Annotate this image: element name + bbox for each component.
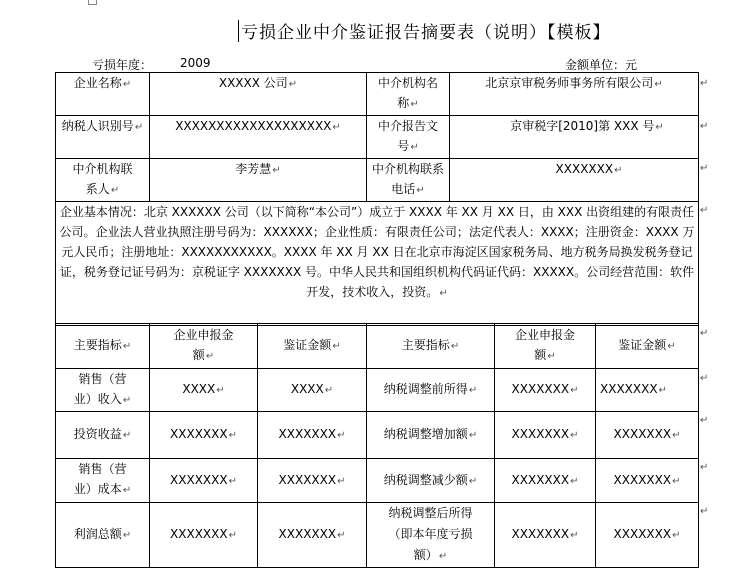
info-row-taxpayer [56,116,699,159]
company-name-value: XXXXX 公司 [218,76,288,90]
info-row-description [56,202,699,326]
header-verified-1-text: 鉴证金额 [283,338,332,352]
row-end-mark: ↵ [700,415,709,426]
row-end-mark: ↵ [700,121,709,132]
indicators-table [55,323,699,568]
phone-label: 中介机构联系电话 [371,162,444,196]
indicator-name-cell: 投资收益↵ [56,412,150,459]
indicator-name-cell: 纳税调整后所得（即本年度亏损额）↵ [367,503,495,568]
row-end-mark: ↵ [700,205,709,216]
header-indicator-1: 主要指标↵ [56,324,150,369]
document-title [238,18,611,43]
declared-amount: XXXX [182,382,216,396]
declared-amount-cell: XXXXXXX↵ [495,412,596,459]
agency-value: 北京京审税务师事务所有限公司 [485,76,654,90]
indicator-name: 销售（营业）成本 [73,462,127,496]
report-no-label-cell: 中介报告文号↵ [367,116,450,159]
declared-amount-cell: XXXX↵ [150,369,258,412]
indicators-header-row [56,324,699,369]
indicator-name-cell: 纳税调整减少额↵ [367,459,495,503]
taxpayer-id-value: XXXXXXXXXXXXXXXXXXX [175,119,332,133]
verified-amount: XXXXXXX [613,427,672,441]
taxpayer-id-value-cell: XXXXXXXXXXXXXXXXXXX↵ [150,116,367,159]
company-name-value-cell: XXXXX 公司↵ [150,73,367,116]
header-indicator-2-text: 主要指标 [401,338,450,352]
info-row-company [56,73,699,116]
header-declared-1: 企业申报金额↵ [150,324,258,369]
row-end-mark: ↵ [700,373,709,384]
document-title-text: 亏损企业中介鉴证报告摘要表（说明）【模板】 [241,23,611,43]
company-name-label: 企业名称 [73,76,122,90]
declared-amount-cell: XXXXXXX↵ [150,503,258,568]
contact-value: 李芳慧 [235,162,272,176]
header-verified-2-text: 鉴证金额 [618,338,667,352]
declared-amount-cell: XXXXXXX↵ [495,503,596,568]
header-verified-1: 鉴证金额↵ [258,324,367,369]
header-verified-2: 鉴证金额↵ [596,324,699,369]
header-declared-2-text: 企业申报金额 [514,328,575,362]
row-end-mark: ↵ [700,328,709,339]
verified-amount: XXXXXXX [278,527,337,541]
margin-corner-mark [88,0,97,5]
verified-amount-cell: XXXXXXX↵ [258,412,367,459]
declared-amount-cell: XXXXXXX↵ [150,459,258,503]
report-no-value-cell: 京审税字[2010]第 XXX 号↵ [450,116,699,159]
declared-amount: XXXXXXX [511,382,570,396]
loss-year-value: 2009 [180,56,211,70]
declared-amount-cell: XXXXXXX↵ [495,369,596,412]
row-end-mark: ↵ [700,506,709,517]
indicator-name: 纳税调整增加额 [383,427,468,441]
info-row-contact [56,159,699,202]
contact-label: 中介机构联系人 [72,162,133,196]
verified-amount-cell: XXXXXXX↵ [596,459,699,503]
loss-year-label: 亏损年度： [92,58,153,72]
row-end-mark: ↵ [700,462,709,473]
company-name-label-cell: 企业名称↵ [56,73,150,116]
verified-amount: XXXXXXX [278,472,337,487]
indicator-row [56,412,699,459]
contact-value-cell: 李芳慧↵ [150,159,367,202]
header-declared-1-text: 企业申报金额 [173,328,234,362]
verified-amount-cell: XXXX↵ [258,369,367,412]
header-indicator-2: 主要指标↵ [367,324,495,369]
declared-amount-cell: XXXXXXX↵ [150,412,258,459]
contact-label-cell: 中介机构联系人↵ [56,159,150,202]
verified-amount: XXXX [290,382,324,396]
taxpayer-id-label-cell: 纳税人识别号↵ [56,116,150,159]
verified-amount: XXXXXXX [613,527,672,541]
verified-amount-cell: XXXXXXX↵ [258,459,367,503]
indicator-name: 纳税调整前所得 [383,382,468,396]
indicator-row [56,459,699,503]
indicator-name: 利润总额 [73,527,122,541]
verified-amount-cell: XXXXXXX↵ [596,369,699,412]
verified-amount: XXXXXXX [613,472,672,487]
report-no-label: 中介报告文号 [377,119,438,153]
indicator-name: 纳税调整减少额 [383,472,468,487]
declared-amount-cell: XXXXXXX↵ [495,459,596,503]
indicator-name: 销售（营业）收入 [73,372,127,406]
declared-amount: XXXXXXX [170,527,228,541]
company-description-cell: 企业基本情况：北京 XXXXXX 公司（以下简称“本公司”）成立于 XXXX 年 XX 月 XX 日，由 XXX 出资组建的有限责任公司。企业法人营业执照注册号码为：XXXXXX；企业性质：有限责任公司；法定代表人：XXXX；注册资金：XXXX 万元人民币；注册地址：XXXXXXXXXXX。XXXX 年 XX 月 XX 日在北京市海淀区国家税务局、地方税务局换发税务登记证，税务登记证号码为：京税证字 XXXXXXX 号。中华人民共和国组织机构代码证代码：XXXXX。公司经营范围：软件开发，技术收入，投资。↵ [56,202,699,326]
company-info-table [55,72,699,326]
report-no-value: 京审税字[2010]第 XXX 号 [510,119,655,133]
agency-value-cell: 北京京审税务师事务所有限公司↵ [450,73,699,116]
phone-value: XXXXXXX [555,162,614,176]
verified-amount: XXXXXXX [600,382,658,396]
indicator-name-cell: 纳税调整前所得↵ [367,369,495,412]
text-cursor [238,20,239,42]
indicator-name: 纳税调整后所得（即本年度亏损额） [388,506,473,562]
indicator-row [56,503,699,568]
row-end-mark: ↵ [700,78,709,89]
indicator-name: 投资收益 [73,427,122,441]
header-indicator-1-text: 主要指标 [73,338,122,352]
header-declared-2: 企业申报金额↵ [495,324,596,369]
declared-amount: XXXXXXX [511,527,570,541]
verified-amount-cell: XXXXXXX↵ [596,503,699,568]
phone-label-cell: 中介机构联系电话↵ [367,159,450,202]
verified-amount-cell: XXXXXXX↵ [596,412,699,459]
indicator-name-cell: 销售（营业）收入↵ [56,369,150,412]
taxpayer-id-label: 纳税人识别号 [61,119,134,133]
declared-amount: XXXXXXX [511,427,570,441]
indicator-name-cell: 纳税调整增加额↵ [367,412,495,459]
verified-amount: XXXXXXX [278,427,337,441]
declared-amount: XXXXXXX [511,472,570,487]
agency-label: 中介机构名称 [377,76,438,110]
declared-amount: XXXXXXX [170,427,228,441]
indicator-name-cell: 利润总额↵ [56,503,150,568]
company-description: 企业基本情况：北京 XXXXXX 公司（以下简称“本公司”）成立于 XXXX 年 XX 月 XX 日，由 XXX 出资组建的有限责任公司。企业法人营业执照注册号码为：XXXXXX；企业性质：有限责任公司；法定代表人：XXXX；注册资金：XXXX 万元人民币；注册地址：XXXXXXXXXXX。XXXX 年 XX 月 XX 日在北京市海淀区国家税务局、地方税务局换发税务登记证，税务登记证号码为：京税证字 XXXXXXX 号。中华人民共和国组织机构代码证代码：XXXXX。公司经营范围：软件开发，技术收入，投资。 [59,205,695,299]
row-end-mark: ↵ [700,163,709,174]
verified-amount-cell: XXXXXXX↵ [258,503,367,568]
agency-label-cell: 中介机构名称↵ [367,73,450,116]
indicator-row [56,369,699,412]
phone-value-cell: XXXXXXX↵ [450,159,699,202]
indicator-name-cell: 销售（营业）成本↵ [56,459,150,503]
declared-amount: XXXXXXX [170,472,228,487]
amount-unit: 金额单位：元 [565,58,638,72]
